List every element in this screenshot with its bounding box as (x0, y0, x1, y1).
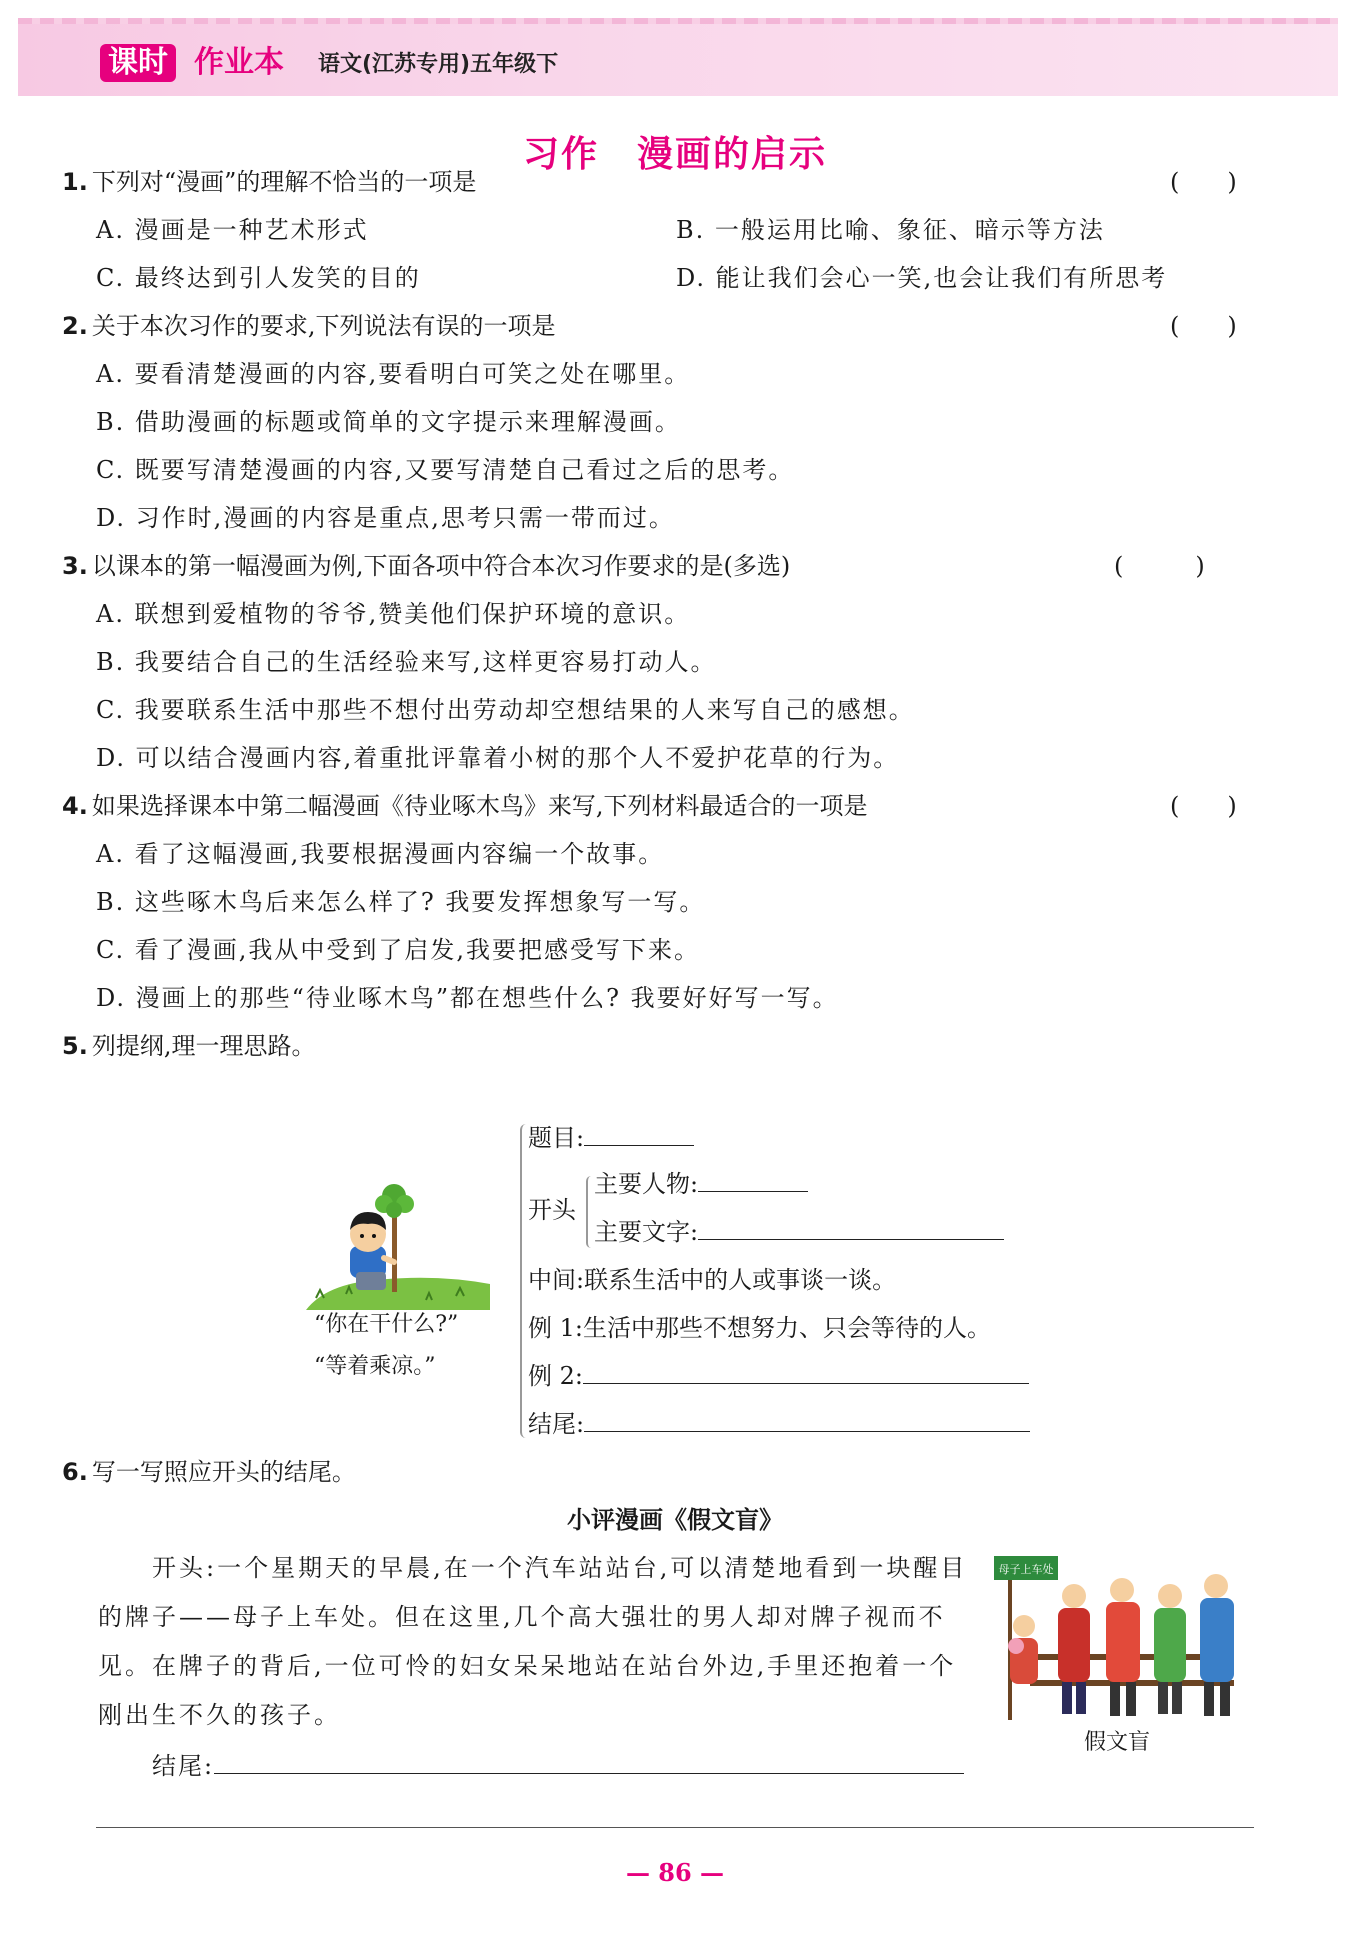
essay-ending-blank[interactable] (214, 1751, 964, 1774)
page-title: 习作 漫画的启示 (522, 134, 827, 175)
main-text-blank[interactable] (698, 1217, 1004, 1240)
question-6: 6. 写一写照应开头的结尾。 (62, 1458, 356, 1486)
outline-main-character: 主要人物: (594, 1168, 808, 1200)
q3-option-a: A. 联想到爱植物的爷爷,赞美他们保护环境的意识。 (96, 600, 691, 628)
brand-name: 作业本 (194, 45, 284, 80)
topic-blank[interactable] (584, 1123, 694, 1146)
q1-option-c: C. 最终达到引人发笑的目的 (96, 264, 421, 292)
footer-divider (96, 1827, 1254, 1828)
question-1: 1. 下列对“漫画”的理解不恰当的一项是 (62, 168, 477, 196)
outline-main-text: 主要文字: (594, 1216, 1004, 1248)
main-character-blank[interactable] (698, 1169, 808, 1192)
essay-title: 小评漫画《假文盲》 (567, 1505, 783, 1534)
cartoon-caption-answer: “等着乘凉。” (314, 1354, 436, 1379)
cartoon-caption-question: “你在干什么?” (314, 1312, 459, 1337)
q4-option-c: C. 看了漫画,我从中受到了启发,我要把感受写下来。 (96, 936, 701, 964)
outline-ending: 结尾: (528, 1408, 1030, 1440)
fake-illiterate-cartoon-illustration (994, 1550, 1250, 1726)
outline-opening: 开头 (528, 1196, 576, 1224)
q3-option-b: B. 我要结合自己的生活经验来写,这样更容易打动人。 (96, 648, 717, 676)
outline-middle: 中间:联系生活中的人或事谈一谈。 (528, 1266, 897, 1294)
essay-ending: 结尾: (152, 1750, 964, 1782)
example-2-blank[interactable] (583, 1361, 1029, 1384)
q2-option-c: C. 既要写清楚漫画的内容,又要写清楚自己看过之后的思考。 (96, 456, 795, 484)
page-number: — 86 — (625, 1858, 725, 1887)
question-3: 3. 以课本的第一幅漫画为例,下面各项中符合本次习作要求的是(多选) (62, 552, 791, 580)
question-2: 2. 关于本次习作的要求,下列说法有误的一项是 (62, 312, 556, 340)
q3-option-d: D. 可以结合漫画内容,着重批评靠着小树的那个人不爱护花草的行为。 (96, 744, 900, 772)
q4-option-a: A. 看了这幅漫画,我要根据漫画内容编一个故事。 (96, 840, 665, 868)
q3-option-c: C. 我要联系生活中那些不想付出劳动却空想结果的人来写自己的感想。 (96, 696, 915, 724)
answer-paren-1[interactable]: ( ) (1170, 168, 1237, 196)
q4-option-d: D. 漫画上的那些“待业啄木鸟”都在想些什么? 我要好好写一写。 (96, 984, 839, 1012)
q2-option-a: A. 要看清楚漫画的内容,要看明白可笑之处在哪里。 (96, 360, 691, 388)
outline-example-2: 例 2: (528, 1360, 1029, 1392)
outline-example-1: 例 1:生活中那些不想努力、只会等待的人。 (528, 1314, 991, 1342)
bus-stop-sign: 母子上车处 (998, 1563, 1054, 1576)
subject-label: 语文(江苏专用)五年级下 (318, 52, 559, 77)
cartoon-caption-title: 假文盲 (1084, 1730, 1151, 1755)
question-4: 4. 如果选择课本中第二幅漫画《待业啄木鸟》来写,下列材料最适合的一项是 (62, 792, 868, 820)
answer-paren-4[interactable]: ( ) (1170, 792, 1237, 820)
essay-body: 开头:一个星期天的早晨,在一个汽车站站台,可以清楚地看到一块醒目的牌子——母子上车处。但在这里,几个高大强壮的男人却对牌子视而不见。在牌子的背后,一位可怜的妇女呆呆地站在站台外边,手里还抱着一个刚出生不久的孩子。 (98, 1554, 968, 1729)
q2-option-d: D. 习作时,漫画的内容是重点,思考只需一带而过。 (96, 504, 675, 532)
outline-topic: 题目: (528, 1122, 694, 1154)
q1-option-a: A. 漫画是一种艺术形式 (96, 216, 369, 244)
q4-option-b: B. 这些啄木鸟后来怎么样了? 我要发挥想象写一写。 (96, 888, 706, 916)
answer-paren-3[interactable]: ( ) (1114, 552, 1205, 580)
q2-option-b: B. 借助漫画的标题或简单的文字提示来理解漫画。 (96, 408, 681, 436)
tree-cartoon-illustration (306, 1176, 490, 1310)
answer-paren-2[interactable]: ( ) (1170, 312, 1237, 340)
q1-option-d: D. 能让我们会心一笑,也会让我们有所思考 (676, 264, 1168, 292)
brand-badge: 课时 (100, 44, 176, 82)
outline-ending-blank[interactable] (584, 1409, 1030, 1432)
question-5: 5. 列提纲,理一理思路。 (62, 1032, 316, 1060)
q1-option-b: B. 一般运用比喻、象征、暗示等方法 (676, 216, 1105, 244)
